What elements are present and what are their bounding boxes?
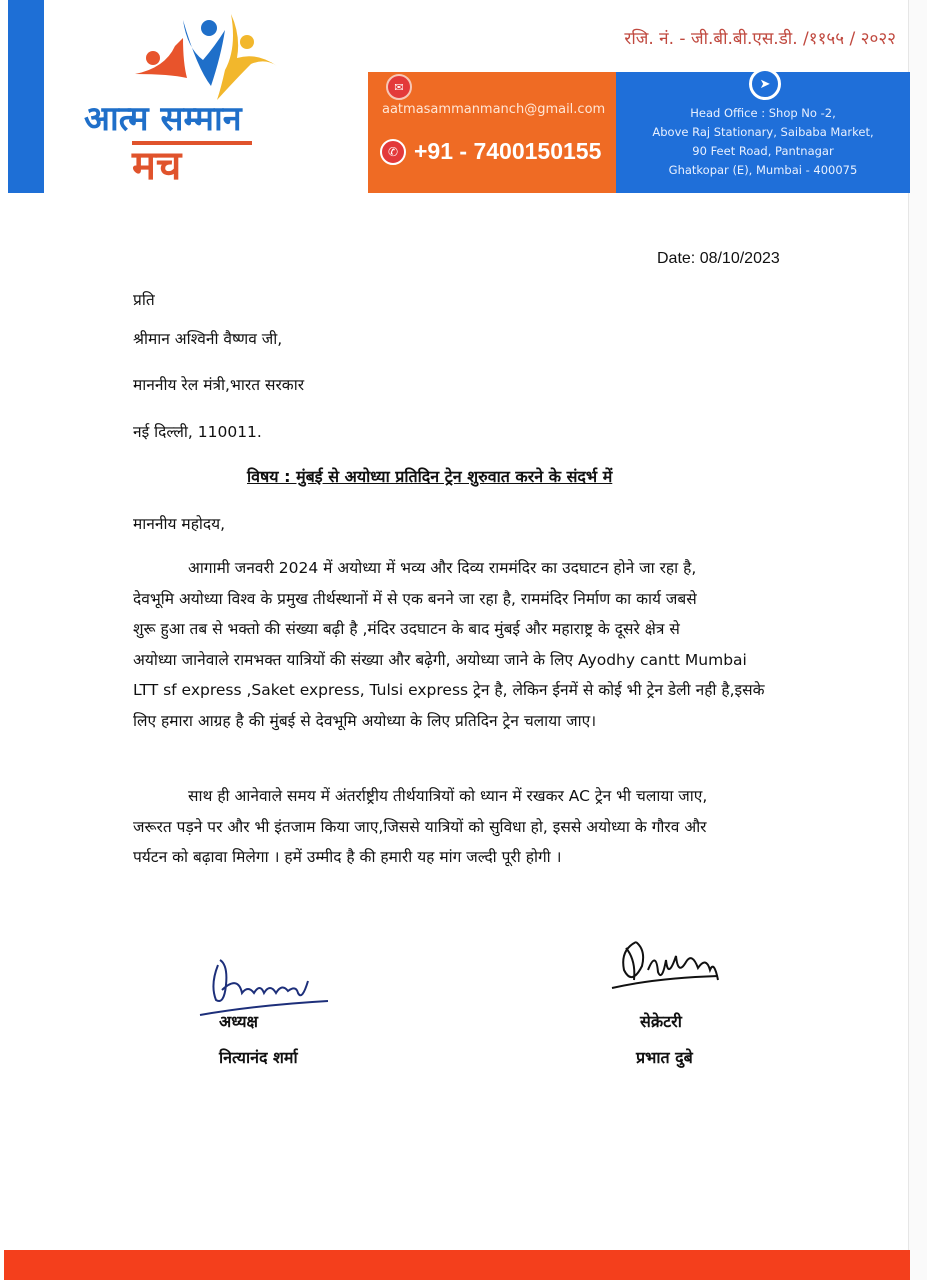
president-name: नित्यानंद शर्मा [219,1048,298,1067]
recipient-address: नई दिल्ली, 110011. [133,423,262,441]
address-line: Head Office : Shop No -2, [690,106,836,120]
paragraph-line: पर्यटन को बढ़ावा मिलेगा । हमें उम्मीद है की हमारी यह मांग जल्दी पूरी होगी । [133,848,562,866]
recipient-designation: माननीय रेल मंत्री,भारत सरकार [133,376,305,394]
paragraph-line: जरूरत पड़ने पर और भी इंतजाम किया जाए,जिससे यात्रियों को सुविधा हो, इससे अयोध्या के गौरव और [133,817,707,836]
paragraph-line: आगामी जनवरी 2024 में अयोध्या में भव्य और दिव्य राममंदिर का उदघाटन होने जा रहा है, [188,559,697,577]
to-label: प्रति [133,291,155,309]
salutation: माननीय महोदय, [133,515,226,533]
paragraph-line: LTT sf express ,Saket express, Tulsi express ट्रेन है, लेकिन ईनमें से कोई भी ट्रेन डेली नही है,इसके [133,681,765,699]
address-line: Above Raj Stationary, Saibaba Market, [652,125,874,139]
president-designation: अध्यक्ष [219,1012,258,1031]
address-line: Ghatkopar (E), Mumbai - 400075 [668,163,858,177]
secretary-name: प्रभात दुबे [636,1048,693,1067]
paragraph-line: साथ ही आनेवाले समय में अंतर्राष्ट्रीय तीर्थयात्रियों को ध्यान में रखकर AC ट्रेन भी चलाया जाए, [188,787,708,805]
paragraph-line: शुरू हुआ तब से भक्तो की संख्या बढ़ी है ,मंदिर उदघाटन के बाद मुंबई और महाराष्ट्र के दूसरे क्षेत्र से [133,620,680,638]
recipient-name: श्रीमान अश्विनी वैष्णव जी, [133,330,283,348]
head-office-address [616,104,910,180]
paragraph-line: लिए हमारा आग्रह है की मुंबई से देवभूमि अयोध्या के लिए प्रतिदिन ट्रेन चलाया जाए। [133,711,597,730]
letter-subject: विषय : मुंबई से अयोध्या प्रतिदिन ट्रेन शुरुवात करने के संदर्भ में [247,467,613,486]
page-edge [908,0,927,1280]
paragraph-line: देवभूमि अयोध्या विश्व के प्रमुख तीर्थस्थानों में से एक बनने जा रहा है, राममंदिर निर्माण का कार्य जबसे [133,589,697,608]
paragraph-line: अयोध्या जानेवाले रामभक्त यात्रियों की संख्या और बढ़ेगी, अयोध्या जाने के लिए Ayodhy cantt Mumbai [133,650,747,669]
paragraph-1 [133,553,793,736]
footer-bar [4,1250,910,1280]
address-line: 90 Feet Road, Pantnagar [692,144,834,158]
address-box [616,72,910,193]
contact-box [368,72,616,193]
president-signature-icon [198,945,338,1020]
secretary-signature-icon [606,930,746,995]
people-logo-icon [125,8,305,103]
mail-icon: ✉ [386,74,412,100]
org-name-line1: आत्म सम्मान [84,99,242,139]
registration-number: रजि. नं. - जी.बी.बी.एस.डी. /११५५ / २०२२ [624,29,896,49]
phone-row [380,138,601,165]
secretary-designation: सेक्रेटरी [640,1012,682,1031]
paragraph-2 [133,781,793,873]
org-name-line2: मच [132,143,182,189]
letterhead-blue-strip [8,0,44,193]
letterhead [8,0,910,193]
email-link[interactable]: aatmasammanmanch@gmail.com [382,102,606,117]
org-logo [80,8,350,188]
phone-icon: ✆ [380,139,406,165]
phone-number[interactable]: +91 - 7400150155 [414,138,602,164]
navigation-icon: ➤ [749,68,781,100]
letter-date: Date: 08/10/2023 [657,250,780,267]
